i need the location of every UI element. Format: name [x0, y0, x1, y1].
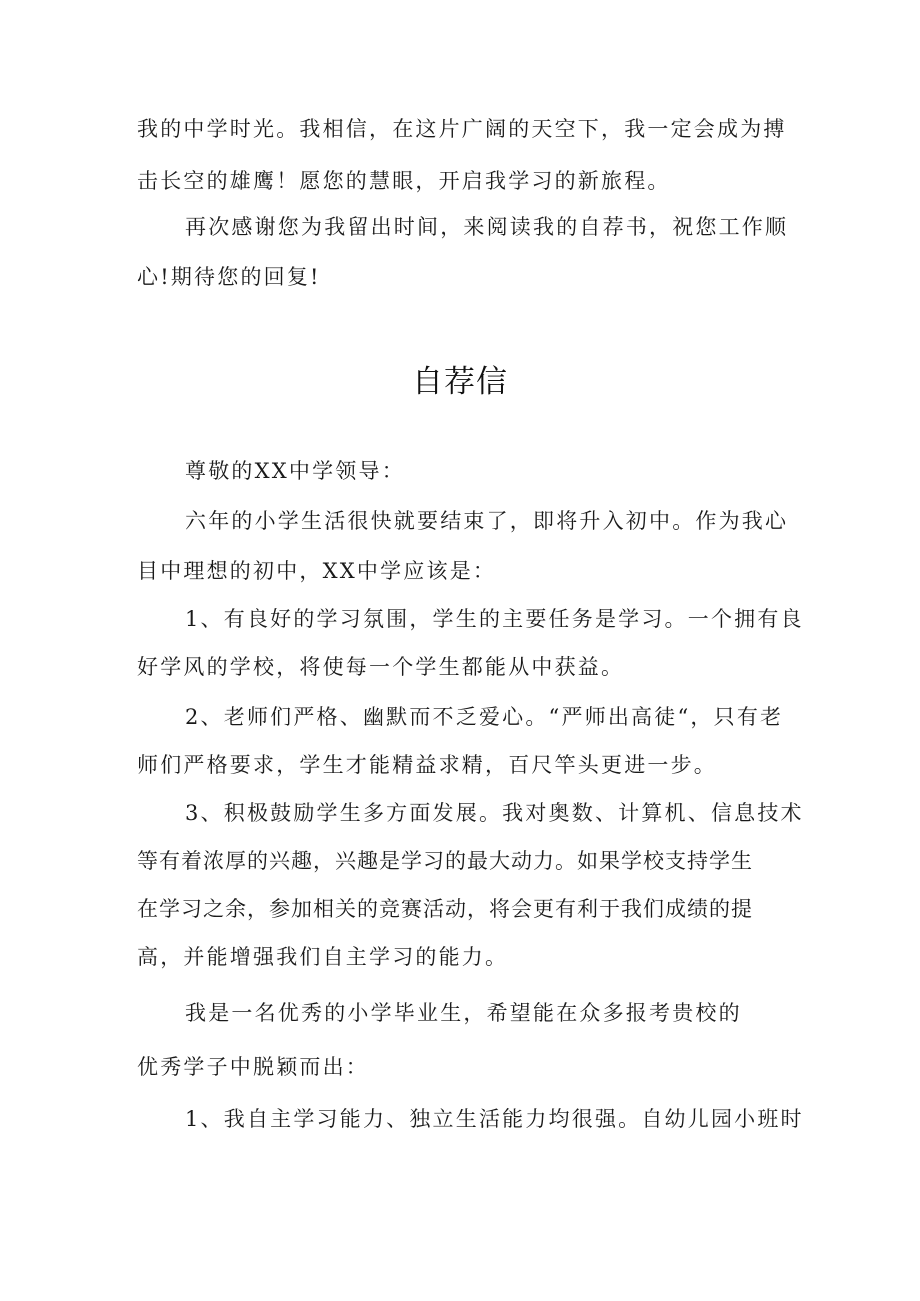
- paragraph-line: 优秀学子中脱颖而出：: [137, 1055, 369, 1079]
- paragraph-line: 好学风的学校，将使每一个学生都能从中获益。: [137, 655, 625, 679]
- paragraph-line: 师们严格要求，学生才能精益求精，百尺竿头更进一步。: [137, 753, 717, 777]
- paragraph-line: 心!期待您的回复!: [137, 265, 321, 289]
- paragraph-line: 目中理想的初中，XX中学应该是：: [137, 559, 497, 583]
- paragraph-line: 等有着浓厚的兴趣，兴趣是学习的最大动力。如果学校支持学生: [137, 849, 753, 873]
- salutation: 尊敬的XX中学领导：: [185, 459, 405, 483]
- paragraph-line: 1、我自主学习能力、独立生活能力均很强。自幼儿园小班时: [185, 1107, 804, 1131]
- paragraph-line: 1、有良好的学习氛围，学生的主要任务是学习。一个拥有良: [185, 607, 804, 631]
- paragraph-line: 在学习之余，参加相关的竞赛活动，将会更有利于我们成绩的提: [137, 897, 753, 921]
- letter-title: 自荐信: [412, 364, 508, 400]
- paragraph-line: 我是一名优秀的小学毕业生，希望能在众多报考贵校的: [185, 1001, 742, 1025]
- paragraph-line: 六年的小学生活很快就要结束了，即将升入初中。作为我心: [185, 509, 789, 533]
- paragraph-line: 击长空的雄鹰！愿您的慧眼，开启我学习的新旅程。: [137, 169, 671, 193]
- paragraph-line: 我的中学时光。我相信，在这片广阔的天空下，我一定会成为搏: [137, 117, 787, 141]
- paragraph-line: 高，并能增强我们自主学习的能力。: [137, 945, 509, 969]
- paragraph-line: 再次感谢您为我留出时间，来阅读我的自荐书，祝您工作顺: [185, 215, 789, 239]
- paragraph-line: 2、老师们严格、幽默而不乏爱心。“严师出高徒“，只有老: [185, 705, 784, 729]
- paragraph-line: 3、积极鼓励学生多方面发展。我对奥数、计算机、信息技术: [185, 801, 804, 825]
